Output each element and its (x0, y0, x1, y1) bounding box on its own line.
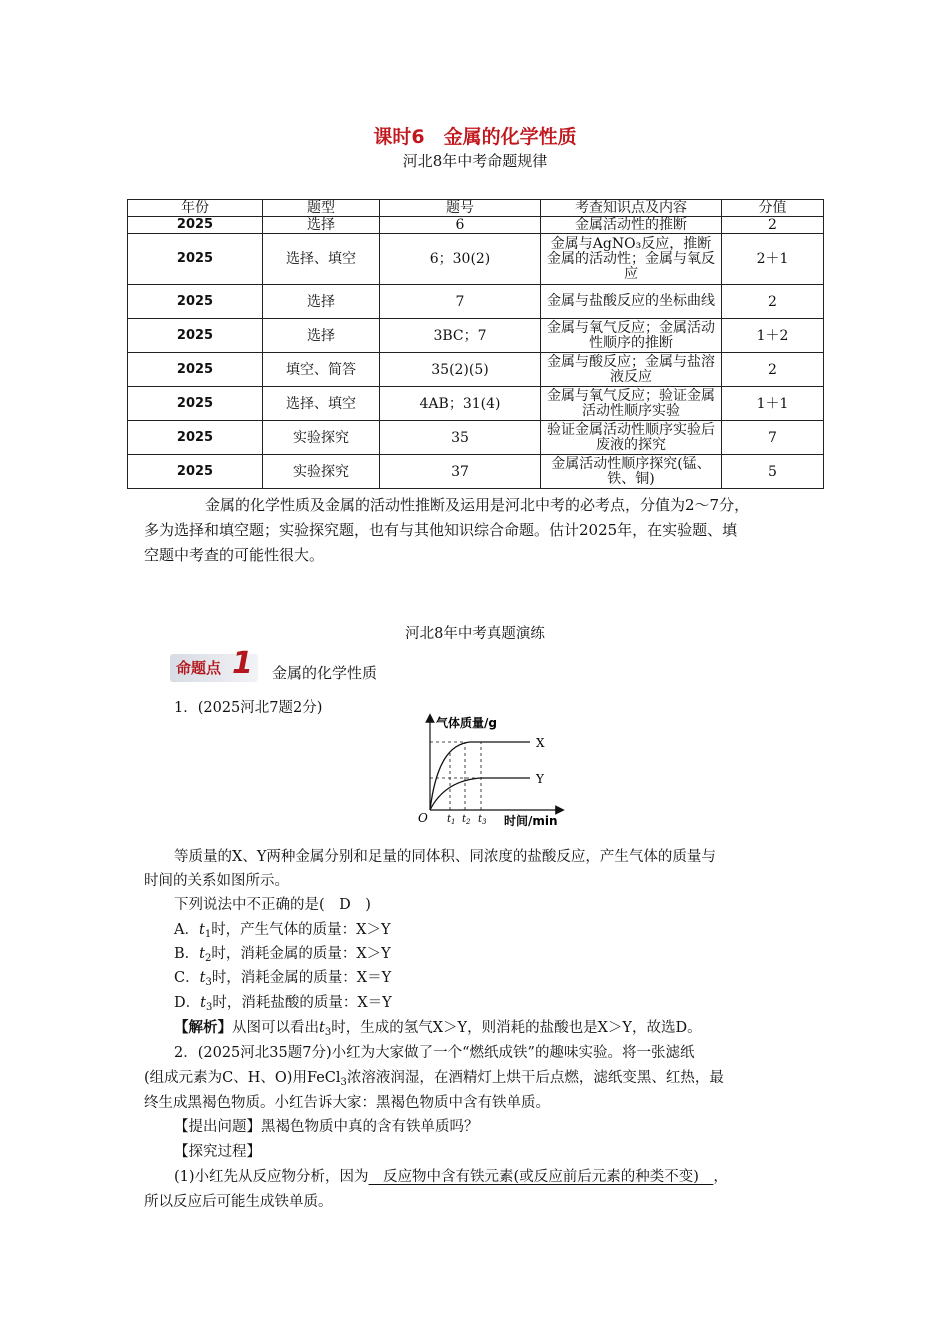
cell-num: 4AB；31(4) (380, 387, 541, 421)
option-sub: 3 (205, 977, 212, 988)
q2-p1-answer: 反应物中含有铁元素(或反应前后元素的种类不变) (368, 1169, 714, 1185)
summary-line: 金属的化学性质及金属的活动性推断及运用是河北中考的必考点，分值为2～7分， (205, 496, 750, 514)
cell-score: 2 (722, 285, 824, 319)
gas-mass-chart (410, 712, 580, 834)
cell-year: 2025 (128, 285, 263, 319)
option-text: 时，消耗金属的质量：X＞Y (211, 946, 391, 962)
topic-badge-label: 命题点 (176, 659, 222, 677)
cell-content: 金属与氧气反应；验证金属活动性顺序实验 (541, 387, 722, 421)
exam-rules-table (127, 199, 824, 489)
cell-num: 35 (380, 421, 541, 455)
cell-score: 1＋2 (722, 319, 824, 353)
cell-num: 3BC；7 (380, 319, 541, 353)
option-prefix: B． (174, 946, 200, 962)
option-a (174, 918, 391, 940)
analysis-var: t (319, 1020, 325, 1036)
section-title: 河北8年中考真题演练 (405, 626, 545, 642)
option-sub: 3 (205, 1002, 213, 1013)
series-y-line (430, 778, 530, 810)
option-prefix: D． (174, 995, 201, 1011)
cell-content: 金属活动性的推断 (541, 217, 722, 234)
q2-text: 浓溶液润湿，在酒精灯上烘干后点燃，滤纸变黑、红热，最 (346, 1070, 724, 1086)
cell-num: 6；30(2) (380, 234, 541, 285)
tick-t2: $t_2$ (462, 814, 471, 826)
tick-t1: $t_1$ (447, 814, 456, 826)
table-row (128, 285, 824, 319)
q2-p1-text: (1)小红先从反应物分析，因为 (174, 1169, 369, 1185)
analysis-tag: 【解析】 (174, 1019, 232, 1036)
series-y-label: Y (536, 772, 544, 786)
table-row (128, 455, 824, 489)
cell-score: 2 (722, 353, 824, 387)
table-row (128, 319, 824, 353)
option-var: t (198, 922, 205, 938)
q2-text: (组成元素为C、H、O)用FeCl (144, 1070, 341, 1086)
option-text: 时，消耗盐酸的质量：X＝Y (212, 995, 392, 1011)
chart-xlabel: 时间/min (504, 814, 558, 828)
table-row (128, 421, 824, 455)
question-2-process: 【探究过程】 (174, 1144, 261, 1160)
cell-num: 37 (380, 455, 541, 489)
cell-num: 6 (380, 217, 541, 234)
q2-p1-text: ， (713, 1169, 728, 1185)
option-sub: 2 (204, 953, 212, 964)
table-row (128, 217, 824, 234)
question-1-stem: 等质量的X、Y两种金属分别和足量的同体积、同浓度的盐酸反应，产生气体的质量与 (174, 849, 716, 865)
question-2-line: 2．(2025河北35题7分)小红为大家做了一个“燃纸成铁”的趣味实验。将一张滤纸 (174, 1045, 695, 1061)
table-header: 分值 (722, 200, 824, 217)
cell-content: 金属活动性顺序探究(锰、铁、铜) (541, 455, 722, 489)
table-row (128, 353, 824, 387)
option-text: 时，消耗金属的质量：X＝Y (211, 970, 392, 986)
question-1-stem: 时间的关系如图所示。 (144, 873, 289, 889)
cell-type: 选择 (263, 319, 380, 353)
cell-content: 验证金属活动性顺序实验后废液的探究 (541, 421, 722, 455)
cell-type: 选择、填空 (263, 387, 380, 421)
question-1-ask: 下列说法中不正确的是( D ) (174, 897, 371, 913)
chart-ylabel: 气体质量/g (436, 716, 497, 730)
cell-year: 2025 (128, 455, 263, 489)
cell-score: 7 (722, 421, 824, 455)
option-text: 时，产生气体的质量：X＞Y (211, 922, 391, 938)
table-header: 年份 (128, 200, 263, 217)
table-header-row (128, 200, 824, 217)
analysis-text: 时，生成的氢气X＞Y，则消耗的盐酸也是X＞Y，故选D。 (331, 1020, 702, 1036)
cell-type: 选择 (263, 217, 380, 234)
cell-num: 35(2)(5) (380, 353, 541, 387)
cell-score: 2＋1 (722, 234, 824, 285)
cell-score: 2 (722, 217, 824, 234)
option-var: t (199, 970, 206, 986)
cell-type: 实验探究 (263, 421, 380, 455)
topic-badge-number: 1 (232, 646, 253, 681)
section-subtitle: 河北8年中考命题规律 (402, 152, 548, 170)
cell-type: 填空、简答 (263, 353, 380, 387)
option-prefix: A． (174, 922, 199, 938)
option-sub: 1 (204, 929, 212, 940)
table-row (128, 387, 824, 421)
question-2-part-1-cont: 所以反应后可能生成铁单质。 (144, 1194, 333, 1210)
topic-label: 金属的化学性质 (272, 664, 378, 682)
option-b (174, 942, 391, 964)
cell-year: 2025 (128, 217, 263, 234)
cell-content: 金属与AgNO₃反应，推断金属的活动性；金属与氧反应 (541, 234, 722, 285)
summary-line: 多为选择和填空题；实验探究题，也有与其他知识综合命题。估计2025年，在实验题、填 (144, 521, 738, 539)
cell-year: 2025 (128, 387, 263, 421)
q2-sub: 3 (340, 1077, 347, 1088)
cell-year: 2025 (128, 234, 263, 285)
cell-score: 1＋1 (722, 387, 824, 421)
question-1-header: 1．(2025河北7题2分) (174, 700, 323, 716)
cell-content: 金属与氧气反应；金属活动性顺序的推断 (541, 319, 722, 353)
table-row (128, 234, 824, 285)
analysis-text: 从图可以看出 (232, 1020, 319, 1036)
tick-t3: $t_3$ (478, 814, 487, 826)
option-c (174, 966, 391, 988)
question-2-line: 终生成黑褐色物质。小红告诉大家：黑褐色物质中含有铁单质。 (144, 1095, 550, 1111)
cell-type: 实验探究 (263, 455, 380, 489)
analysis-sub: 3 (324, 1027, 332, 1038)
option-var: t (200, 995, 206, 1011)
question-2-ask: 【提出问题】黑褐色物质中真的含有铁单质吗？ (174, 1119, 479, 1135)
table-header: 题型 (263, 200, 380, 217)
question-1-analysis (174, 1016, 702, 1038)
option-d (174, 991, 392, 1013)
cell-year: 2025 (128, 319, 263, 353)
chart-origin: O (418, 811, 428, 825)
cell-type: 选择、填空 (263, 234, 380, 285)
question-2-part-1 (174, 1165, 728, 1186)
cell-num: 7 (380, 285, 541, 319)
summary-line: 空题中考查的可能性很大。 (144, 546, 325, 564)
table-header: 考查知识点及内容 (541, 200, 722, 217)
page-title: 课时6 金属的化学性质 (373, 126, 577, 148)
cell-type: 选择 (263, 285, 380, 319)
question-2-line (144, 1066, 724, 1088)
table-header: 题号 (380, 200, 541, 217)
cell-year: 2025 (128, 421, 263, 455)
option-var: t (199, 946, 205, 962)
option-prefix: C． (174, 970, 200, 986)
cell-score: 5 (722, 455, 824, 489)
cell-year: 2025 (128, 353, 263, 387)
cell-content: 金属与酸反应；金属与盐溶液反应 (541, 353, 722, 387)
series-x-line (430, 742, 530, 810)
cell-content: 金属与盐酸反应的坐标曲线 (541, 285, 722, 319)
series-x-label: X (536, 736, 545, 750)
